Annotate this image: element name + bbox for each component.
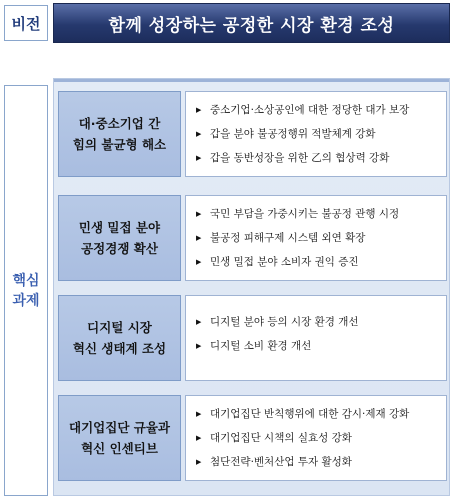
task-item: [196, 98, 442, 122]
task-item-text: 디지털 분야 등의 시장 환경 개선: [210, 316, 359, 328]
task-item: [196, 402, 442, 426]
triangle-bullet-icon: ▶: [196, 342, 202, 350]
task-title-box: [58, 91, 181, 177]
task-title-line2: 혁신 인센티브: [81, 441, 158, 456]
task-items-box: [185, 91, 447, 177]
triangle-bullet-icon: ▶: [196, 234, 202, 242]
task-title-line1: 민생 밀접 분야: [78, 220, 161, 235]
task-item: [196, 202, 442, 226]
task-item-text: 대기업집단 반칙행위에 대한 감시·제재 강화: [210, 408, 410, 420]
task-title-box: [58, 195, 181, 281]
task-item: [196, 226, 442, 250]
core-tasks-label: [4, 85, 48, 496]
task-item: [196, 426, 442, 450]
task-item-text: 중소기업·소상공인에 대한 정당한 대가 보장: [210, 104, 410, 116]
triangle-bullet-icon: ▶: [196, 458, 202, 466]
task-title-line1: 대·중소기업 간: [78, 116, 161, 131]
frame-top-accent: [54, 79, 449, 82]
task-item: [196, 334, 442, 358]
task-title-line2: 공정경쟁 확산: [81, 241, 158, 256]
core-tasks-frame: [53, 78, 450, 496]
task-item-text: 민생 밀접 분야 소비자 권익 증진: [210, 256, 359, 268]
task-item-text: 대기업집단 시책의 실효성 강화: [210, 432, 352, 444]
task-title-line1: 디지털 시장: [87, 320, 152, 335]
triangle-bullet-icon: ▶: [196, 318, 202, 326]
task-item-text: 디지털 소비 환경 개선: [210, 340, 312, 352]
vision-label: 비전: [4, 5, 48, 41]
task-item-text: 국민 부담을 가중시키는 불공정 관행 시정: [210, 208, 400, 220]
task-items-box: [185, 295, 447, 381]
triangle-bullet-icon: ▶: [196, 106, 202, 114]
core-tasks-label-line1: 핵심: [12, 272, 40, 289]
triangle-bullet-icon: ▶: [196, 154, 202, 162]
task-item: [196, 310, 442, 334]
task-title-box: [58, 295, 181, 381]
task-item-text: 첨단전략·벤처산업 투자 활성화: [210, 456, 352, 468]
task-title-line2: 혁신 생태계 조성: [72, 341, 167, 356]
core-tasks-label-line2: 과제: [12, 292, 40, 309]
task-items-box: [185, 395, 447, 481]
triangle-bullet-icon: ▶: [196, 434, 202, 442]
task-item: [196, 146, 442, 170]
task-item-text: 갑을 분야 불공정행위 적발체계 강화: [210, 128, 376, 140]
triangle-bullet-icon: ▶: [196, 210, 202, 218]
task-item: [196, 250, 442, 274]
triangle-bullet-icon: ▶: [196, 130, 202, 138]
task-item-text: 갑을 동반성장을 위한 乙의 협상력 강화: [210, 152, 390, 164]
task-title-line1: 대기업집단 규율과: [69, 420, 170, 435]
task-items-box: [185, 195, 447, 281]
task-title-box: [58, 395, 181, 481]
task-title-line2: 힘의 불균형 해소: [72, 137, 167, 152]
task-item: [196, 122, 442, 146]
task-item-text: 불공정 피해구제 시스템 외연 확장: [210, 232, 366, 244]
triangle-bullet-icon: ▶: [196, 410, 202, 418]
task-item: [196, 450, 442, 474]
triangle-bullet-icon: ▶: [196, 258, 202, 266]
vision-title-banner: 함께 성장하는 공정한 시장 환경 조성: [53, 3, 450, 43]
